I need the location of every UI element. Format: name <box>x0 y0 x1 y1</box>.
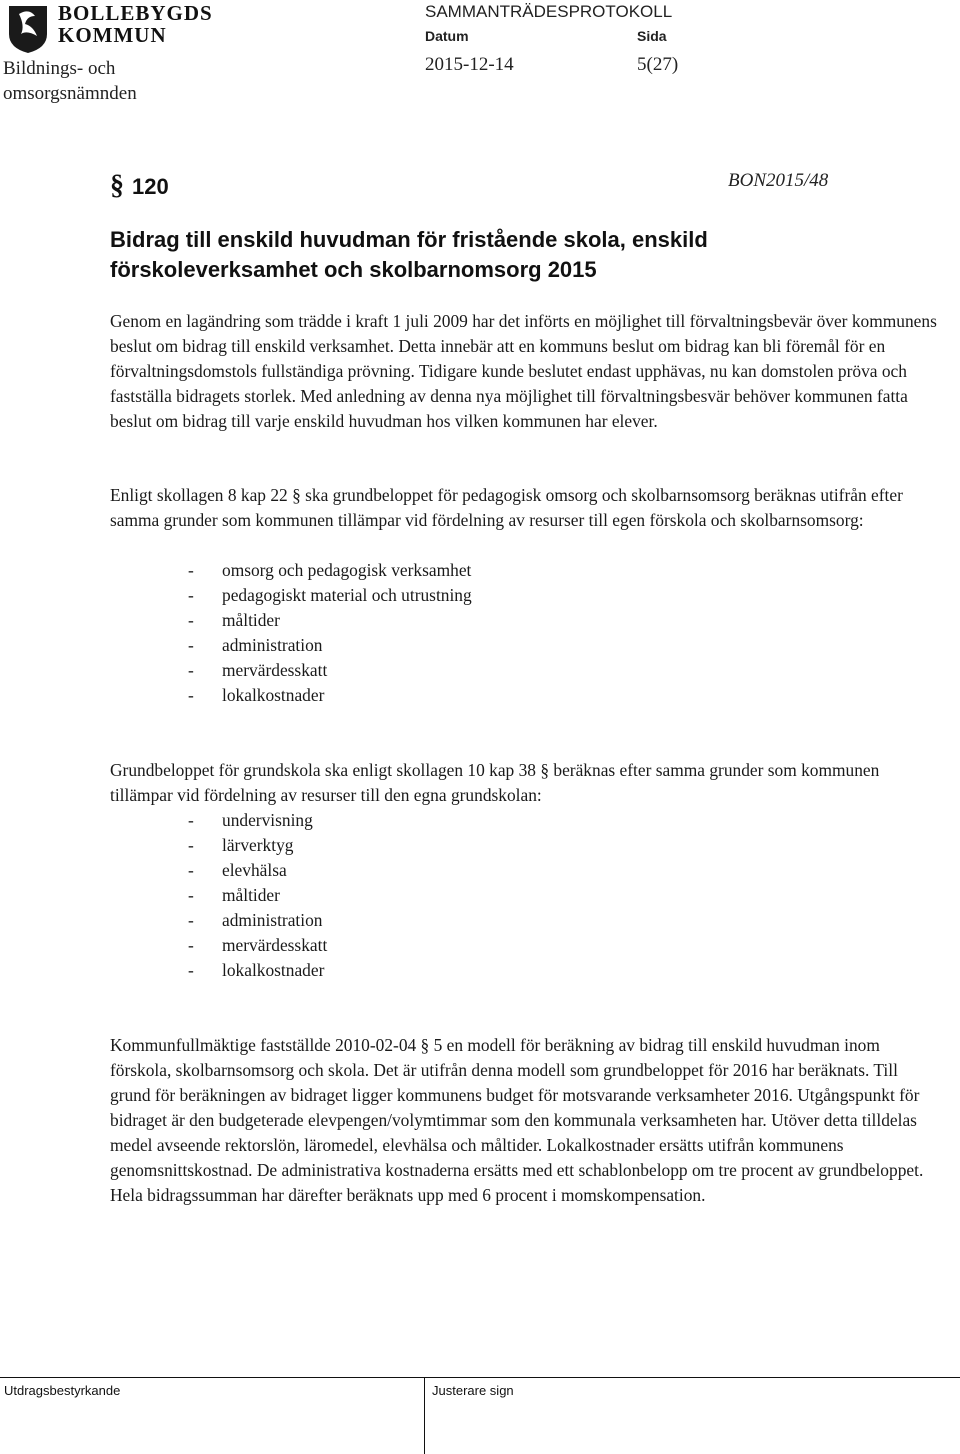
list-dash: - <box>188 610 194 630</box>
list-item: - administration <box>188 633 472 658</box>
list-item: - mervärdesskatt <box>188 658 472 683</box>
logo-line-1: BOLLEBYGDS <box>58 1 213 25</box>
cost-list-school <box>188 808 327 983</box>
list-dash: - <box>188 810 194 830</box>
certification-label: Utdragsbestyrkande <box>4 1383 121 1398</box>
paragraph-number <box>110 170 169 202</box>
cost-list-preschool <box>188 558 472 708</box>
committee-line-2: omsorgsnämnden <box>3 83 137 104</box>
list-item: - måltider <box>188 883 327 908</box>
list-dash: - <box>188 560 194 580</box>
list-item: - elevhälsa <box>188 858 327 883</box>
list-item: - undervisning <box>188 808 327 833</box>
list-item: - pedagogiskt material och utrustning <box>188 583 472 608</box>
footer-column-divider <box>424 1377 425 1454</box>
list-dash: - <box>188 885 194 905</box>
list-item: - administration <box>188 908 327 933</box>
committee-line-1: Bildnings- och <box>3 58 116 79</box>
list-item: - måltider <box>188 608 472 633</box>
list-dash: - <box>188 960 194 980</box>
list-dash: - <box>188 685 194 705</box>
list-dash: - <box>188 835 194 855</box>
municipality-logo-text <box>58 2 213 46</box>
body-paragraph-2: Enligt skollagen 8 kap 22 § ska grundbeloppet för pedagogisk omsorg och skolbarnsomsorg beräknas utifrån efter samma grunder som kommunen tillämpar vid fördelning av resurser till egen förskola och skolbarnsomsorg: <box>110 485 903 530</box>
section-number: 120 <box>132 174 169 199</box>
list-dash: - <box>188 585 194 605</box>
list-item: - lokalkostnader <box>188 958 327 983</box>
case-reference: BON2015/48 <box>728 170 829 191</box>
date-value: 2015-12-14 <box>425 54 514 75</box>
page-label: Sida <box>637 28 667 44</box>
list-item: - mervärdesskatt <box>188 933 327 958</box>
adjuster-signature-label: Justerare sign <box>432 1383 514 1398</box>
list-dash: - <box>188 660 194 680</box>
municipality-crest-icon <box>7 4 49 54</box>
committee-name <box>3 56 137 106</box>
list-dash: - <box>188 910 194 930</box>
logo-line-2: KOMMUN <box>58 23 167 47</box>
list-item: - lärverktyg <box>188 833 327 858</box>
document-type: SAMMANTRÄDESPROTOKOLL <box>425 2 673 21</box>
section-symbol: § <box>110 170 124 201</box>
body-paragraph-1: Genom en lagändring som trädde i kraft 1 juli 2009 har det införts en möjlighet till förvaltningsbevär över kommunens beslut om bidrag till enskild verksamhet. Detta innebär att en kommuns beslut om bidrag kan bli föremål för en förvaltningsdomstols fullständiga prövning. Tidigare kunde beslutet endast upphävas, nu kan domstolen pröva och fastställa bidragets storlek. Med anledning av denna nya möjlighet till förvaltningsbesvär behöver kommunen fatta beslut om bidrag till varje enskild huvudman hos vilken kommunen har elever. <box>110 311 937 431</box>
date-label: Datum <box>425 28 469 44</box>
body-paragraph-3: Grundbeloppet för grundskola ska enligt skollagen 10 kap 38 § beräknas efter samma grunder som kommunen tillämpar vid fördelning av resurser till den egna grundskolan: <box>110 760 880 805</box>
page-value: 5(27) <box>637 54 679 75</box>
list-dash: - <box>188 860 194 880</box>
body-paragraph-4: Kommunfullmäktige fastställde 2010-02-04 § 5 en modell för beräkning av bidrag till enskild huvudman inom förskola, skolbarnsomsorg och skola. Det är utifrån denna modell som grundbeloppet för 2016 har beräknats. Till grund för beräkningen av bidraget ligger kommunens budget för motsvarande verksamheter 2016. Utgångspunkt för bidraget är den budgeterade elevpengen/volymtimmar som den kommunala verksamheten har. Utöver detta tilldelas medel avseende rektorslön, läromedel, elevhälsa och måltider. Lokalkostnader ersätts utifrån kommunens genomsnittskostnad. De administrativa kostnaderna ersätts med ett schablonbelopp om tre procent av grundbeloppet. Hela bidragssumman har därefter beräknats upp med 6 procent i momskompensation. <box>110 1035 924 1205</box>
list-item: - lokalkostnader <box>188 683 472 708</box>
footer-divider <box>0 1377 960 1378</box>
list-dash: - <box>188 935 194 955</box>
section-title: Bidrag till enskild huvudman för fristående skola, enskild förskoleverksamhet och skolbarnomsorg 2015 <box>110 227 708 282</box>
list-item: - omsorg och pedagogisk verksamhet <box>188 558 472 583</box>
list-dash: - <box>188 635 194 655</box>
